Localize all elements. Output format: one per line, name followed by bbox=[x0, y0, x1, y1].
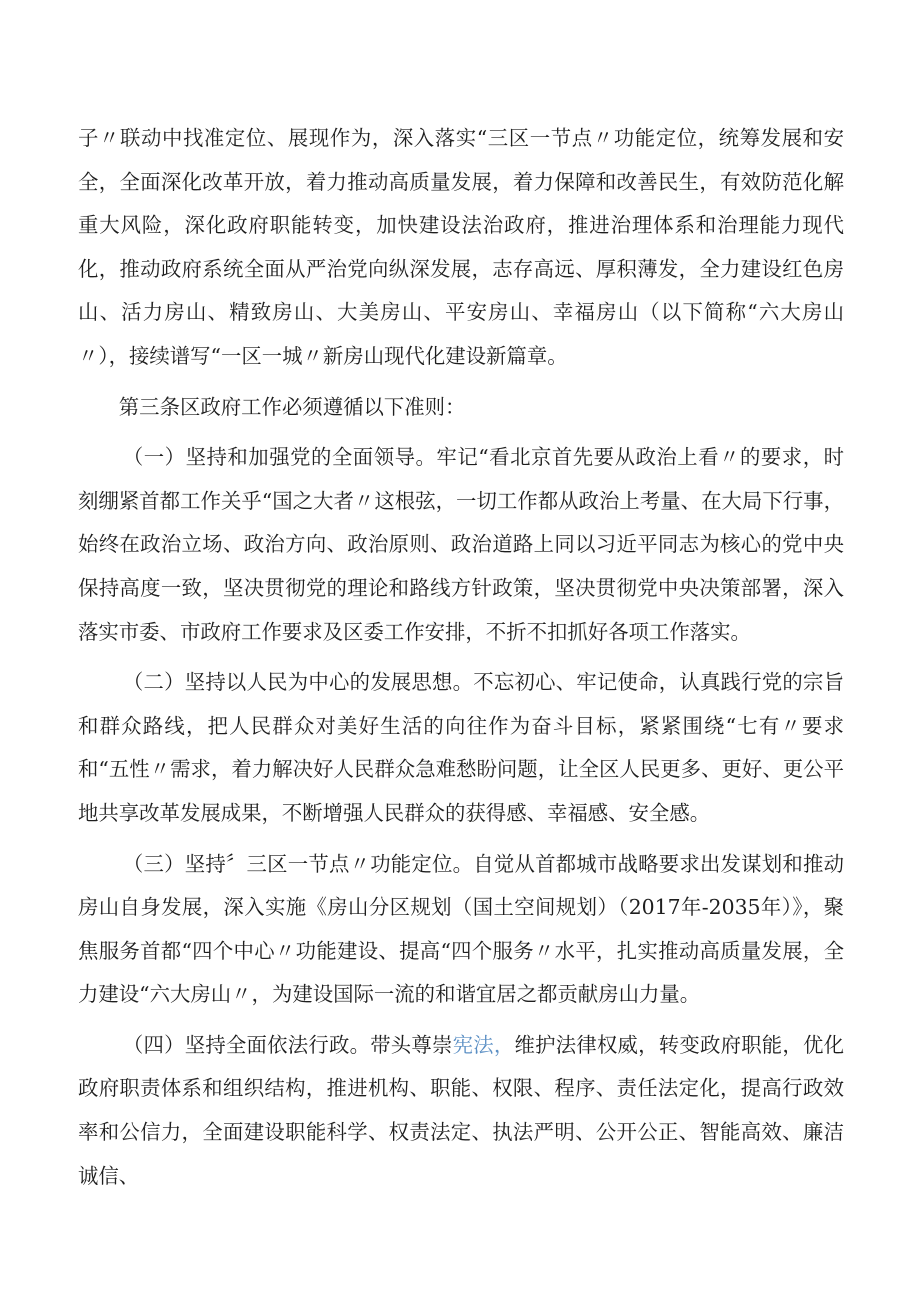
paragraph-item-4-text-end: 维护法律权威，转变政府职能，优化政府职责体系和组织结构，推进机构、职能、权限、程序、责任法定化，提高行政效率和公信力，全面建设职能科学、权责法定、执法严明、公开公正、智能高效、廉洁诚信、 bbox=[78, 1032, 845, 1188]
paragraph-spacer bbox=[78, 654, 844, 661]
paragraph-spacer bbox=[78, 429, 844, 436]
paragraph-item-4-text-start: （四）坚持全面依法行政。带头尊崇 bbox=[122, 1032, 453, 1057]
paragraph-intro: 子〃联动中找准定位、展现作为，深入落实“三区一节点〃功能定位，统筹发展和安全，全面深化改革开放，着力推动高质量发展，着力保障和改善民生，有效防范化解重大风险，深化政府职能转变，加快建设法治政府，推进治理体系和治理能力现代化，推动政府系统全面从严治党向纵深发展，志存高远、厚积薄发，全力建设红色房山、活力房山、精致房山、大美房山、平安房山、幸福房山（以下简称“六大房山〃），接续谱写“一区一城〃新房山现代化建设新篇章。 bbox=[78, 126, 844, 368]
paragraph-spacer bbox=[78, 1017, 844, 1024]
constitution-link[interactable]: 宪法， bbox=[452, 1032, 515, 1057]
paragraph-item-3: （三）坚持〞三区一节点〃功能定位。自觉从首都城市战略要求出发谋划和推动房山自身发展，深入实施《房山分区规划（国土空间规划）（2017年-2035年）》，聚焦服务首都“四个中心〃功能建设、提高“四个服务〃水平，扎实推动高质量发展，全力建设“六大房山〃，为建设国际一流的和谐宜居之都贡献房山力量。 bbox=[78, 851, 844, 1007]
paragraph-item-1: （一）坚持和加强党的全面领导。牢记“看北京首先要从政治上看〃的要求，时刻绷紧首都工作关乎“国之大者〃这根弦，一切工作都从政治上考量、在大局下行事，始终在政治立场、政治方向、政治原则、政治道路上同以习近平同志为核心的党中央保持高度一致，坚决贯彻党的理论和路线方针政策，坚决贯彻党中央决策部署，深入落实市委、市政府工作要求及区委工作安排，不折不扣抓好各项工作落实。 bbox=[78, 445, 844, 644]
paragraph-item-4 bbox=[78, 1024, 844, 1198]
paragraph-article-3: 第三条区政府工作必须遵循以下准则： bbox=[118, 394, 466, 419]
document-body bbox=[78, 117, 844, 1198]
paragraph-spacer bbox=[78, 836, 844, 843]
paragraph-item-2: （二）坚持以人民为中心的发展思想。不忘初心、牢记使命，认真践行党的宗旨和群众路线，把人民群众对美好生活的向往作为奋斗目标，紧紧围绕“七有〃要求和“五性〃需求，着力解决好人民群众急难愁盼问题，让全区人民更多、更好、更公平地共享改革发展成果，不断增强人民群众的获得感、幸福感、安全感。 bbox=[78, 670, 844, 825]
paragraph-spacer bbox=[78, 379, 844, 386]
